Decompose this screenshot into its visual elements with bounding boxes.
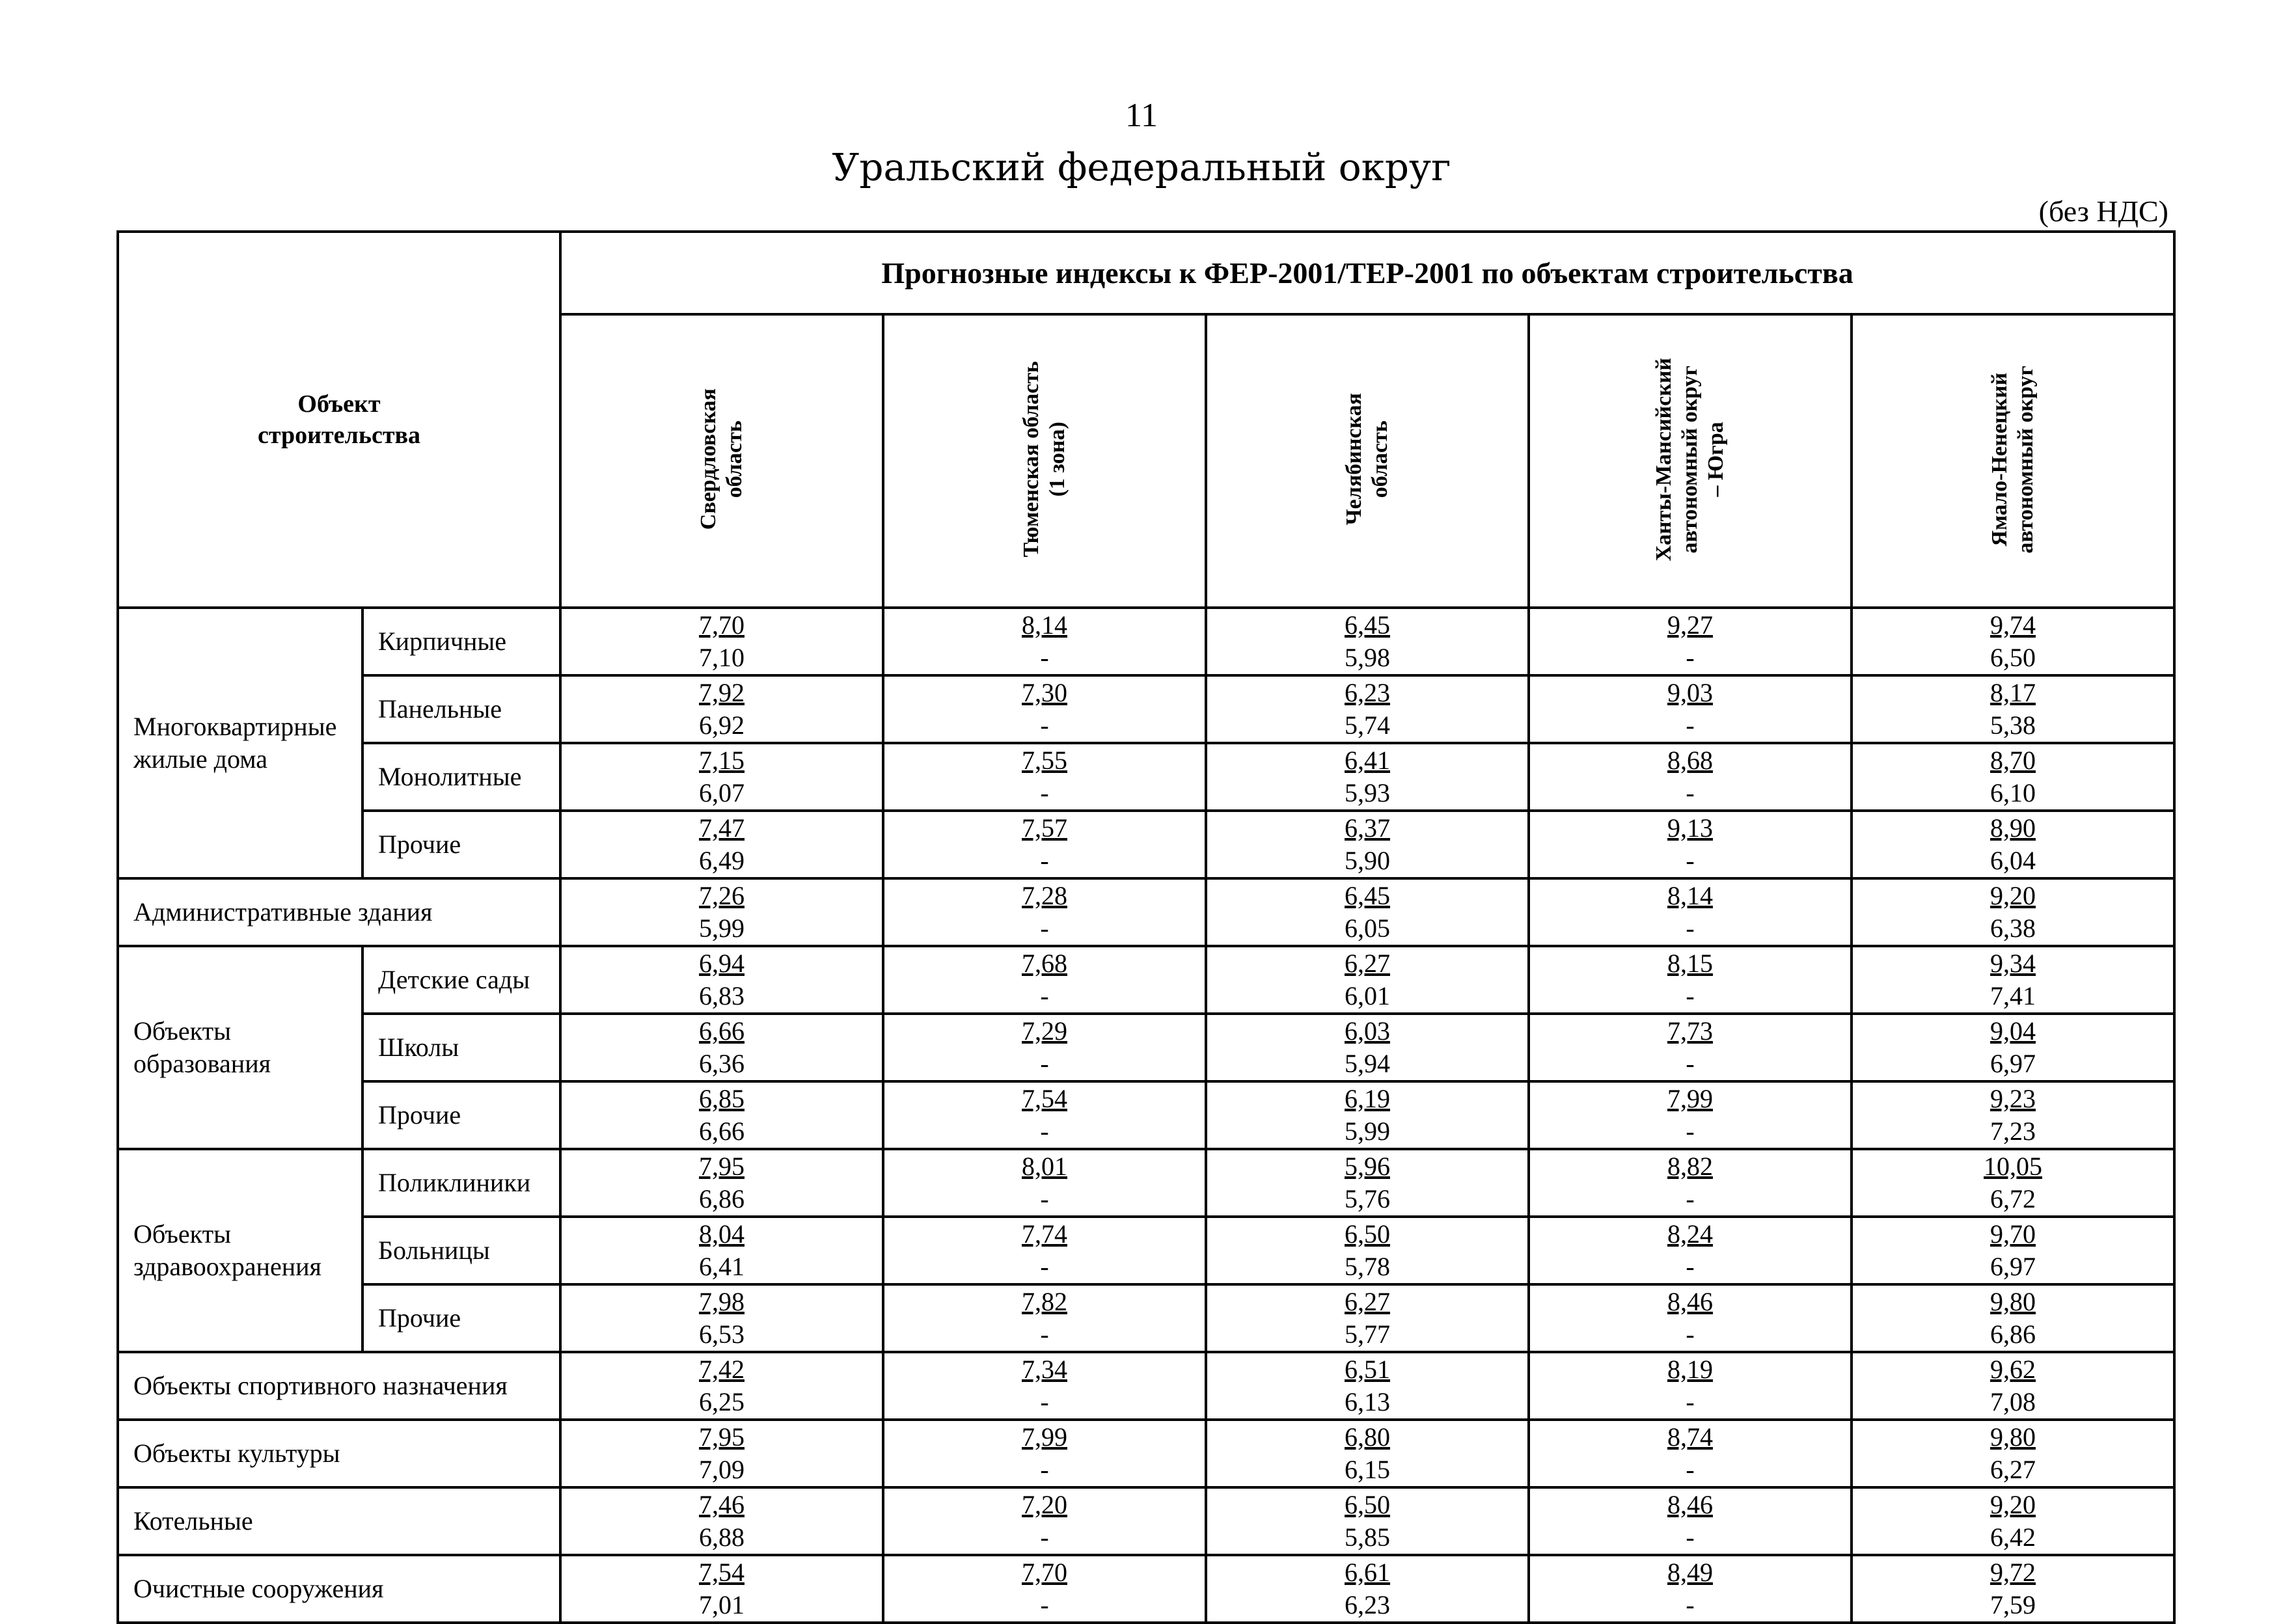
category-admin: Административные здания <box>118 878 560 946</box>
index-value-bottom: 5,38 <box>1990 710 2036 740</box>
index-value-top: 8,90 <box>1990 813 2036 843</box>
index-cell <box>1852 1081 2174 1149</box>
index-value-bottom: - <box>1040 914 1049 943</box>
index-cell <box>1206 1487 1529 1555</box>
index-cell <box>1206 1217 1529 1284</box>
index-value-bottom: - <box>1686 1522 1695 1552</box>
index-cell <box>1852 1555 2174 1623</box>
category-boiler: Котельные <box>118 1487 560 1555</box>
index-cell <box>1206 608 1529 675</box>
index-value-top: 9,03 <box>1667 678 1713 707</box>
index-cell <box>1852 946 2174 1014</box>
table-row <box>118 675 2174 743</box>
index-cell <box>1206 878 1529 946</box>
index-cell <box>1206 1149 1529 1217</box>
index-value-bottom: 7,41 <box>1990 981 2036 1010</box>
index-value-top: 6,03 <box>1345 1016 1390 1046</box>
object-header: Объект строительства <box>118 232 560 608</box>
page-title: Уральский федеральный округ <box>832 145 1451 189</box>
index-cell <box>883 1149 1206 1217</box>
index-value-top: 6,23 <box>1345 678 1390 707</box>
index-value-bottom: 6,86 <box>699 1184 745 1213</box>
region-header-tyumen <box>883 314 1206 608</box>
subcategory-label: Школы <box>362 1014 560 1081</box>
index-value-bottom: - <box>1040 710 1049 740</box>
table-row <box>118 1420 2174 1487</box>
index-cell <box>883 1352 1206 1420</box>
index-value-bottom: 5,94 <box>1345 1049 1390 1078</box>
index-value-top: 6,45 <box>1345 610 1390 640</box>
index-cell <box>1529 1555 1852 1623</box>
index-value-bottom: - <box>1686 643 1695 672</box>
index-value-top: 9,70 <box>1990 1219 2036 1249</box>
index-value-bottom: 6,23 <box>1345 1590 1390 1619</box>
index-value-bottom: 6,50 <box>1990 643 2036 672</box>
index-cell <box>1529 608 1852 675</box>
index-value-bottom: 6,97 <box>1990 1252 2036 1281</box>
index-value-top: 8,24 <box>1667 1219 1713 1249</box>
index-value-top: 7,26 <box>699 881 745 910</box>
index-value-bottom: 6,83 <box>699 981 745 1010</box>
index-cell <box>883 811 1206 878</box>
page-number: 11 <box>1125 97 1158 134</box>
index-cell <box>1852 811 2174 878</box>
index-value-top: 7,70 <box>1022 1558 1067 1587</box>
index-value-bottom: 6,36 <box>699 1049 745 1078</box>
table-row <box>118 1352 2174 1420</box>
index-value-bottom: - <box>1040 1320 1049 1349</box>
index-value-bottom: 6,05 <box>1345 914 1390 943</box>
category-housing: Многоквартирные жилые дома <box>118 608 362 878</box>
index-value-bottom: 6,10 <box>1990 778 2036 807</box>
index-value-bottom: - <box>1686 710 1695 740</box>
index-cell <box>1529 1014 1852 1081</box>
index-value-bottom: 6,38 <box>1990 914 2036 943</box>
index-value-top: 7,46 <box>699 1490 745 1519</box>
index-value-top: 9,23 <box>1990 1084 2036 1113</box>
index-value-top: 7,47 <box>699 813 745 843</box>
header-row-1 <box>118 232 2174 314</box>
index-value-top: 6,27 <box>1345 949 1390 978</box>
index-value-bottom: 5,78 <box>1345 1252 1390 1281</box>
index-value-top: 7,42 <box>699 1355 745 1384</box>
subcategory-label: Поликлиники <box>362 1149 560 1217</box>
region-header-chelyabinsk <box>1206 314 1529 608</box>
index-value-bottom: - <box>1686 778 1695 807</box>
index-value-bottom: - <box>1686 914 1695 943</box>
index-value-bottom: 6,88 <box>699 1522 745 1552</box>
subcategory-label: Панельные <box>362 675 560 743</box>
index-value-top: 8,68 <box>1667 746 1713 775</box>
index-value-bottom: - <box>1686 981 1695 1010</box>
index-value-bottom: 5,90 <box>1345 846 1390 875</box>
index-value-top: 8,17 <box>1990 678 2036 707</box>
index-cell <box>1206 1284 1529 1352</box>
index-value-top: 7,28 <box>1022 881 1067 910</box>
index-value-top: 6,61 <box>1345 1558 1390 1587</box>
index-value-bottom: 6,42 <box>1990 1522 2036 1552</box>
subcategory-label: Детские сады <box>362 946 560 1014</box>
index-cell <box>883 1284 1206 1352</box>
index-value-top: 8,49 <box>1667 1558 1713 1587</box>
index-value-bottom: 5,76 <box>1345 1184 1390 1213</box>
index-cell <box>1529 743 1852 811</box>
index-cell <box>560 1081 883 1149</box>
index-value-top: 6,66 <box>699 1016 745 1046</box>
index-value-top: 7,95 <box>699 1422 745 1452</box>
index-cell <box>560 1284 883 1352</box>
table-row <box>118 1487 2174 1555</box>
subcategory-label: Кирпичные <box>362 608 560 675</box>
subcategory-label: Прочие <box>362 811 560 878</box>
index-value-bottom: 6,72 <box>1990 1184 2036 1213</box>
index-value-top: 6,50 <box>1345 1219 1390 1249</box>
index-value-bottom: - <box>1040 643 1049 672</box>
index-cell <box>1206 743 1529 811</box>
subcategory-label: Больницы <box>362 1217 560 1284</box>
index-value-top: 8,74 <box>1667 1422 1713 1452</box>
index-value-bottom: 7,10 <box>699 643 745 672</box>
index-value-top: 7,95 <box>699 1152 745 1181</box>
table-row <box>118 878 2174 946</box>
vat-note: (без НДС) <box>2038 195 2168 228</box>
index-cell <box>560 608 883 675</box>
subcategory-label: Прочие <box>362 1081 560 1149</box>
index-value-top: 9,20 <box>1990 1490 2036 1519</box>
subcategory-label: Монолитные <box>362 743 560 811</box>
index-value-bottom: - <box>1040 1049 1049 1078</box>
index-value-bottom: - <box>1686 1320 1695 1349</box>
index-cell <box>1206 1352 1529 1420</box>
index-value-top: 8,46 <box>1667 1287 1713 1316</box>
index-value-bottom: 6,15 <box>1345 1455 1390 1484</box>
index-cell <box>1529 811 1852 878</box>
table-row <box>118 946 2174 1014</box>
index-cell <box>1529 1217 1852 1284</box>
index-value-bottom: 7,59 <box>1990 1590 2036 1619</box>
index-cell <box>1529 1149 1852 1217</box>
index-value-top: 7,57 <box>1022 813 1067 843</box>
table-row <box>118 1555 2174 1623</box>
index-value-bottom: 5,93 <box>1345 778 1390 807</box>
index-value-top: 6,19 <box>1345 1084 1390 1113</box>
region-header-khmao <box>1529 314 1852 608</box>
table-row <box>118 743 2174 811</box>
index-value-bottom: 6,97 <box>1990 1049 2036 1078</box>
index-value-bottom: 7,09 <box>699 1455 745 1484</box>
index-cell <box>883 608 1206 675</box>
table-row <box>118 1149 2174 1217</box>
index-value-top: 9,34 <box>1990 949 2036 978</box>
index-cell <box>560 1149 883 1217</box>
index-value-top: 9,72 <box>1990 1558 2036 1587</box>
index-value-bottom: 7,01 <box>699 1590 745 1619</box>
index-value-top: 6,37 <box>1345 813 1390 843</box>
index-value-top: 8,70 <box>1990 746 2036 775</box>
category-education: Объекты образования <box>118 946 362 1149</box>
index-cell <box>1852 878 2174 946</box>
region-label: Тюменская область (1 зона) <box>1019 361 1069 558</box>
index-cell <box>560 743 883 811</box>
index-cell <box>883 675 1206 743</box>
index-value-top: 7,15 <box>699 746 745 775</box>
index-value-top: 8,82 <box>1667 1152 1713 1181</box>
index-cell <box>1529 946 1852 1014</box>
index-value-top: 6,41 <box>1345 746 1390 775</box>
index-cell <box>560 675 883 743</box>
index-cell <box>1206 1081 1529 1149</box>
index-value-top: 6,45 <box>1345 881 1390 910</box>
index-value-top: 7,99 <box>1667 1084 1713 1113</box>
index-value-top: 9,04 <box>1990 1016 2036 1046</box>
index-value-top: 8,01 <box>1022 1152 1067 1181</box>
index-value-bottom: - <box>1040 1116 1049 1146</box>
index-value-top: 6,50 <box>1345 1490 1390 1519</box>
index-cell <box>883 1555 1206 1623</box>
index-value-bottom: - <box>1040 1252 1049 1281</box>
index-value-top: 6,80 <box>1345 1422 1390 1452</box>
index-value-top: 5,96 <box>1345 1152 1390 1181</box>
index-value-top: 7,92 <box>699 678 745 707</box>
index-value-top: 6,85 <box>699 1084 745 1113</box>
index-cell <box>560 946 883 1014</box>
index-cell <box>1206 675 1529 743</box>
index-value-top: 6,94 <box>699 949 745 978</box>
index-value-bottom: 5,99 <box>699 914 745 943</box>
index-value-top: 6,27 <box>1345 1287 1390 1316</box>
subcategory-label: Прочие <box>362 1284 560 1352</box>
index-cell <box>883 946 1206 1014</box>
index-value-bottom: - <box>1040 1522 1049 1552</box>
region-label: Ямало-Ненецкий автономный округ <box>1988 365 2038 554</box>
index-cell <box>1206 1555 1529 1623</box>
index-cell <box>883 1217 1206 1284</box>
index-cell <box>883 1420 1206 1487</box>
index-value-bottom: - <box>1686 1049 1695 1078</box>
index-cell <box>1206 1420 1529 1487</box>
category-culture: Объекты культуры <box>118 1420 560 1487</box>
index-value-top: 7,20 <box>1022 1490 1067 1519</box>
index-value-top: 7,99 <box>1022 1422 1067 1452</box>
index-value-top: 7,73 <box>1667 1016 1713 1046</box>
index-value-bottom: 6,13 <box>1345 1387 1390 1416</box>
index-value-top: 9,80 <box>1990 1422 2036 1452</box>
index-cell <box>1852 1284 2174 1352</box>
index-value-bottom: - <box>1040 981 1049 1010</box>
index-value-top: 7,34 <box>1022 1355 1067 1384</box>
index-value-top: 8,19 <box>1667 1355 1713 1384</box>
index-value-top: 10,05 <box>1984 1152 2043 1181</box>
index-cell <box>1852 1217 2174 1284</box>
index-cell <box>1529 1420 1852 1487</box>
index-cell <box>1852 675 2174 743</box>
index-value-top: 7,54 <box>699 1558 745 1587</box>
index-cell <box>1206 1014 1529 1081</box>
index-cell <box>1206 811 1529 878</box>
index-value-bottom: - <box>1686 1455 1695 1484</box>
index-cell <box>1529 1352 1852 1420</box>
index-value-top: 7,54 <box>1022 1084 1067 1113</box>
index-value-bottom: 5,85 <box>1345 1522 1390 1552</box>
index-cell <box>1529 1284 1852 1352</box>
region-header-sverdlovsk <box>560 314 883 608</box>
index-value-top: 8,14 <box>1667 881 1713 910</box>
table-row <box>118 1217 2174 1284</box>
index-value-bottom: - <box>1686 1184 1695 1213</box>
index-value-bottom: 6,86 <box>1990 1320 2036 1349</box>
index-value-bottom: - <box>1686 1590 1695 1619</box>
index-value-top: 9,80 <box>1990 1287 2036 1316</box>
index-value-top: 9,74 <box>1990 610 2036 640</box>
table-row <box>118 608 2174 675</box>
index-value-bottom: 7,08 <box>1990 1387 2036 1416</box>
index-cell <box>560 1420 883 1487</box>
index-value-bottom: 5,77 <box>1345 1320 1390 1349</box>
index-value-bottom: 6,53 <box>699 1320 745 1349</box>
index-value-top: 7,30 <box>1022 678 1067 707</box>
index-value-top: 9,13 <box>1667 813 1713 843</box>
region-label: Свердловская область <box>696 388 746 530</box>
index-value-top: 9,20 <box>1990 881 2036 910</box>
index-cell <box>560 811 883 878</box>
table-row <box>118 811 2174 878</box>
index-cell <box>560 1217 883 1284</box>
index-value-top: 7,68 <box>1022 949 1067 978</box>
index-value-bottom: 5,99 <box>1345 1116 1390 1146</box>
index-value-bottom: - <box>1686 1116 1695 1146</box>
index-cell <box>1529 1487 1852 1555</box>
index-cell <box>1852 743 2174 811</box>
index-cell <box>883 1081 1206 1149</box>
index-value-bottom: 5,98 <box>1345 643 1390 672</box>
index-cell <box>1852 1487 2174 1555</box>
index-value-bottom: - <box>1040 778 1049 807</box>
index-value-top: 9,27 <box>1667 610 1713 640</box>
index-value-bottom: 6,92 <box>699 710 745 740</box>
region-header-yanao <box>1852 314 2174 608</box>
index-value-bottom: 6,04 <box>1990 846 2036 875</box>
index-value-bottom: - <box>1040 1455 1049 1484</box>
index-cell <box>883 743 1206 811</box>
index-value-top: 9,62 <box>1990 1355 2036 1384</box>
index-cell <box>1852 608 2174 675</box>
index-value-bottom: 6,25 <box>699 1387 745 1416</box>
index-value-top: 6,51 <box>1345 1355 1390 1384</box>
index-cell <box>1206 946 1529 1014</box>
index-value-bottom: 6,27 <box>1990 1455 2036 1484</box>
index-cell <box>1529 878 1852 946</box>
index-value-bottom: - <box>1040 846 1049 875</box>
index-value-bottom: 5,74 <box>1345 710 1390 740</box>
index-cell <box>883 1487 1206 1555</box>
index-value-top: 7,70 <box>699 610 745 640</box>
table-row <box>118 1081 2174 1149</box>
index-value-bottom: - <box>1040 1387 1049 1416</box>
table-row <box>118 1284 2174 1352</box>
index-value-bottom: 6,01 <box>1345 981 1390 1010</box>
index-value-top: 7,98 <box>699 1287 745 1316</box>
index-value-top: 8,14 <box>1022 610 1067 640</box>
index-value-bottom: - <box>1686 1387 1695 1416</box>
index-cell <box>1852 1420 2174 1487</box>
region-label: Ханты-Мансийский автономный округ – Югра <box>1652 357 1728 562</box>
index-cell <box>883 878 1206 946</box>
index-table <box>116 230 2176 1624</box>
index-cell <box>1529 675 1852 743</box>
index-value-bottom: 6,41 <box>699 1252 745 1281</box>
index-value-top: 7,82 <box>1022 1287 1067 1316</box>
category-health: Объекты здравоохранения <box>118 1149 362 1352</box>
table-row <box>118 1014 2174 1081</box>
index-cell <box>1852 1352 2174 1420</box>
index-value-bottom: - <box>1040 1184 1049 1213</box>
indices-header: Прогнозные индексы к ФЕР-2001/ТЕР-2001 по объектам строительства <box>560 232 2174 314</box>
index-cell <box>883 1014 1206 1081</box>
index-cell <box>560 878 883 946</box>
index-cell <box>560 1352 883 1420</box>
index-cell <box>1852 1149 2174 1217</box>
index-value-top: 8,04 <box>699 1219 745 1249</box>
index-value-top: 7,74 <box>1022 1219 1067 1249</box>
index-value-top: 8,15 <box>1667 949 1713 978</box>
index-value-top: 8,46 <box>1667 1490 1713 1519</box>
category-treatment: Очистные сооружения <box>118 1555 560 1623</box>
index-value-bottom: 7,23 <box>1990 1116 2036 1146</box>
category-sport: Объекты спортивного назначения <box>118 1352 560 1420</box>
index-value-bottom: - <box>1040 1590 1049 1619</box>
index-value-bottom: 6,49 <box>699 846 745 875</box>
index-value-bottom: - <box>1686 846 1695 875</box>
index-cell <box>560 1487 883 1555</box>
index-cell <box>1852 1014 2174 1081</box>
index-value-top: 7,29 <box>1022 1016 1067 1046</box>
index-cell <box>1529 1081 1852 1149</box>
index-cell <box>560 1014 883 1081</box>
index-value-bottom: - <box>1686 1252 1695 1281</box>
index-cell <box>560 1555 883 1623</box>
index-value-top: 7,55 <box>1022 746 1067 775</box>
index-value-bottom: 6,66 <box>699 1116 745 1146</box>
index-value-bottom: 6,07 <box>699 778 745 807</box>
region-label: Челябинская область <box>1342 393 1392 526</box>
